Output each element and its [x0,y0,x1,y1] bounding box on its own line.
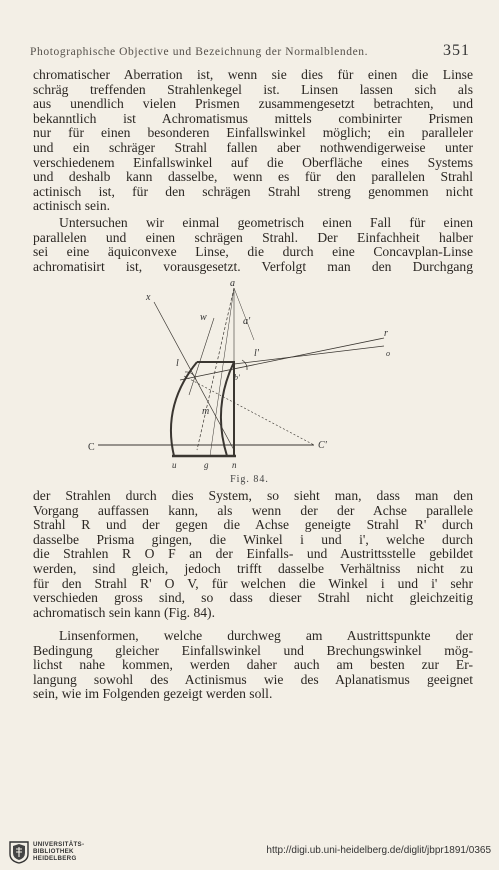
institution-line: BIBLIOTHEK [33,848,74,855]
label-x: x [146,292,151,303]
text-line: actinisch sein. [33,199,111,214]
label-n: n [232,460,237,470]
label-m: m [202,406,210,417]
text-line: dasselbe Prisma gingen, die Winkel i und i', welche durch [33,532,473,547]
angle-arc-l-prime [242,360,247,370]
normal-line-2 [234,288,254,340]
page-header [30,42,470,60]
label-r: r [384,328,388,339]
text-line: Untersuchen wir einmal geometrisch einen Fall für einen [59,216,473,230]
label-C: C [88,442,95,453]
text-line: und deshalb kann dasselbe, wenn es für den parallelen Strahl [33,170,473,185]
text-line: langung sowohl des Actinismus wie des Aplanatismus geeignet [33,672,473,687]
label-u: u [172,460,177,470]
text-line: actinisch ist, für den schrägen Strahl streng genommen nicht [33,184,473,199]
source-url-link[interactable]: http://digi.ub.uni-heidelberg.de/diglit/jbpr1891/0365 [266,845,491,856]
text-line: aus unendlich vielen Prismen zusammengesetzt betrachten, und [33,97,473,112]
label-a: a [230,280,235,289]
text-line: Bedingung gleicher Einfallswinkel und Brechungswinkel mög- [33,643,473,658]
text-line: sei eine äquiconvexe Linse, die durch eine Concavplan-Linse [33,245,473,260]
university-seal-icon [8,840,30,864]
label-l-prime: l' [254,348,259,359]
text-line: schräg treffenden Strahlenkegel ist. Linsen lassen sich als [33,82,473,97]
text-line: sein, wie im Folgenden gezeigt werden soll. [33,687,273,702]
label-a-prime: a' [243,316,251,327]
institution-line: UNIVERSITÄTS- [33,841,85,848]
text-line: lichst nahe kommen, werden daher auch am besten zur Er- [33,658,473,673]
text-line: Vorgang auffassen kann, als wenn der der Achse parallele [33,503,473,518]
text-line: verschieden gross sind, so dass dieser Strahl nicht gleichzeitig [33,591,473,606]
running-title: Photographische Objective und Bezeichnung der Normalblenden. [30,46,369,58]
text-line: bekanntlich ist Achromatismus mittels combinirter Prismen [33,111,473,126]
institution-name [33,841,84,862]
label-l: l [176,358,179,369]
label-C-prime: C' [318,440,327,451]
ray-r [180,338,384,380]
text-line: Strahl R und der gegen die Achse geneigte Strahl R' durch [33,518,473,533]
label-o: o [386,349,390,358]
institution-line: HEIDELBERG [33,855,77,862]
paragraph-4 [33,629,473,702]
text-line: nur für einen besonderen Einfallswinkel möglich; ein paralleler [33,126,473,141]
text-line: die Strahlen R O F an der Einfalls- und Austrittsstelle gebildet [33,547,473,562]
paragraph-1 [33,68,473,214]
text-line: verschiedenem Einfallswinkel auf die Oberfläche eines Systems [33,155,473,170]
page-number: 351 [443,42,470,59]
text-line: werden, sind gleich, jedoch trifft dasselbe Verhältniss nicht zu [33,561,473,576]
text-line: der Strahlen durch dies System, so sieht man, dass man den [33,489,473,503]
label-b-prime: b' [234,373,240,382]
ray-w [189,318,214,395]
text-line: für den Strahl R' O V, für welchen die Winkel i und i' sehr [33,576,473,591]
text-line: chromatischer Aberration ist, wenn sie dies für einen die Linse [33,68,473,82]
text-line: parallelen und einen schrägen Strahl. Der Einfachheit halber [33,230,473,245]
label-w: w [200,312,207,323]
paragraph-2 [33,216,473,274]
page-footer [0,836,499,870]
text-line: achromatisch sein kann (Fig. 84). [33,605,215,620]
text-line: achromatisirt ist, vorausgesetzt. Verfolgt man den Durchgang [33,259,473,274]
label-g: g [204,460,209,470]
text-line: und ein schräger Strahl fallen aber nothwendigerweise unter [33,140,473,155]
text-line: Linsenformen, welche durchweg am Austrittspunkte der [59,629,473,643]
paragraph-3 [33,489,473,620]
figure-84-diagram [84,280,404,470]
figure-caption: Fig. 84. [230,474,269,485]
